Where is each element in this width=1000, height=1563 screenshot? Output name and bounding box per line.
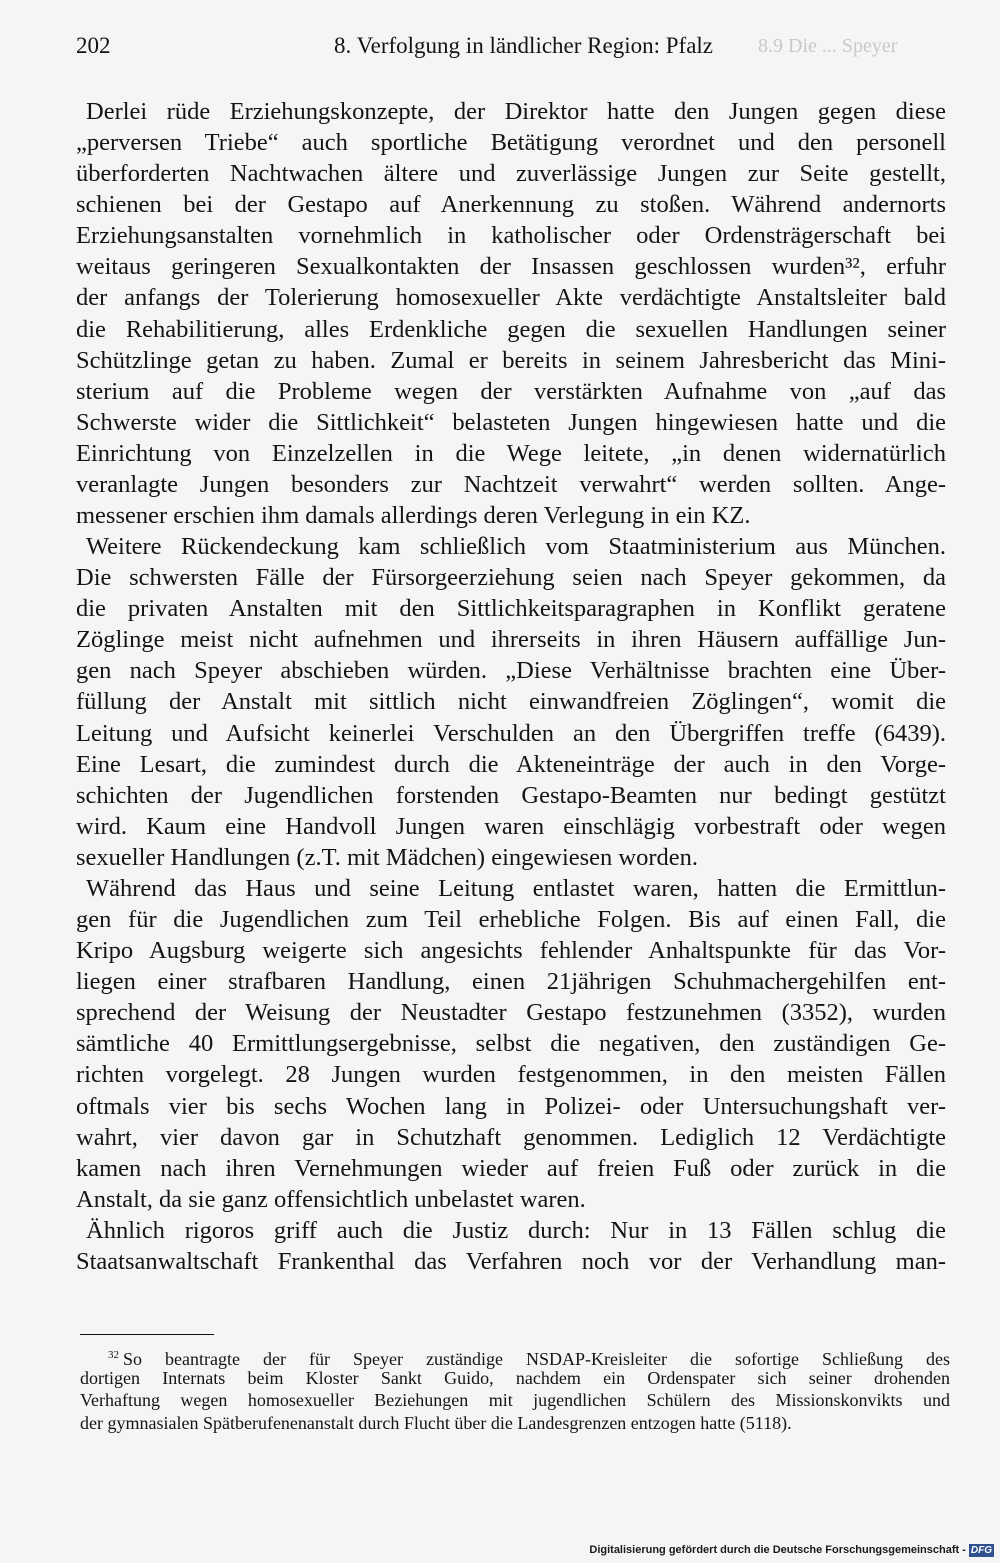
text-line: Einrichtung von Einzelzellen in die Wege leitete, „in denen widernatürlich <box>76 439 946 467</box>
text-line: Ähnlich rigoros griff auch die Justiz durch: Nur in 13 Fällen schlug die <box>86 1216 946 1244</box>
text-line: sterium auf die Probleme wegen der verstärkten Aufnahme von „auf das <box>76 377 946 405</box>
text-line: Leitung und Aufsicht keinerlei Verschulden an den Übergriffen treffe (6439). <box>76 719 946 747</box>
text-line: überforderten Nachtwachen ältere und zuverlässige Jungen zur Seite gestellt, <box>76 160 946 188</box>
text-line: wahrt, vier davon gar in Schutzhaft genommen. Lediglich 12 Verdächtigte <box>76 1123 946 1151</box>
text-line: Anstalt, da sie ganz offensichtlich unbelastet waren. <box>76 1185 586 1213</box>
text-line: gen nach Speyer abschieben würden. „Diese Verhältnisse brachten eine Über- <box>76 657 946 685</box>
watermark-text: Digitalisierung gefördert durch die Deutsche Forschungsgemeinschaft - <box>589 1544 966 1556</box>
text-line: Zöglinge meist nicht aufnehmen und ihrerseits in ihren Häusern auffällige Jun- <box>76 626 946 654</box>
text-line: schichten der Jugendlichen forstenden Gestapo-Beamten nur bedingt gestützt <box>76 781 946 809</box>
dfg-logo: DFG <box>970 1544 992 1556</box>
footnote-line <box>80 1344 950 1367</box>
paragraph <box>76 96 946 531</box>
text-line: die privaten Anstalten mit den Sittlichkeitsparagraphen in Konflikt geratene <box>76 595 946 623</box>
bleed-through-text: 8.9 Die ... Speyer <box>758 35 898 57</box>
paragraph <box>76 531 946 873</box>
text-line: füllung der Anstalt mit sittlich nicht einwandfreien Zöglingen“, womit die <box>76 688 946 716</box>
text-line: Schützlinge getan zu haben. Zumal er bereits in seinem Jahresbericht das Mini- <box>76 346 946 374</box>
footnote-line: Verhaftung wegen homosexueller Beziehungen mit jugendlichen Schülern des Missionskonvikts und <box>80 1390 950 1411</box>
running-head: 8. Verfolgung in ländlicher Region: Pfalz <box>334 33 713 58</box>
text-line: messener erschien ihm damals allerdings deren Verlegung in ein KZ. <box>76 502 751 530</box>
text-line: Kripo Augsburg weigerte sich angesichts fehlender Anhaltspunkte für das Vor- <box>76 937 946 965</box>
text-line: sprechend der Weisung der Neustadter Gestapo festzunehmen (3352), wurden <box>76 999 946 1027</box>
text-line: veranlagte Jungen besonders zur Nachtzeit verwahrt“ werden sollten. Ange- <box>76 470 946 498</box>
footnote-marker: 32 <box>108 1349 119 1361</box>
footnote-line: dortigen Internats beim Kloster Sankt Guido, nachdem ein Ordenspater sich seiner drohenden <box>80 1367 950 1388</box>
text-line: die Rehabilitierung, alles Erdenkliche gegen die sexuellen Handlungen seiner <box>76 315 946 343</box>
paragraph <box>76 873 946 1215</box>
text-line: Schwerste wider die Sittlichkeit“ belasteten Jungen hingewiesen hatte und die <box>76 408 946 436</box>
footnote-divider <box>80 1334 214 1335</box>
text-line: schienen bei der Gestapo auf Anerkennung zu stoßen. Während andernorts <box>76 191 946 219</box>
text-line: sexueller Handlungen (z.T. mit Mädchen) eingewiesen worden. <box>76 843 699 871</box>
text-line: der anfangs der Tolerierung homosexueller Akte verdächtigte Anstaltsleiter bald <box>76 284 946 312</box>
text-line: sämtliche 40 Ermittlungsergebnisse, selbst die negativen, den zuständigen Ge- <box>76 1030 946 1058</box>
footnote-line: der gymnasialen Spätberufenenanstalt durch Flucht über die Landesgrenzen entzogen hatte (5118). <box>80 1412 792 1433</box>
text-line: kamen nach ihren Vernehmungen wieder auf freien Fuß oder zurück in die <box>76 1154 946 1182</box>
text-line: richten vorgelegt. 28 Jungen wurden festgenommen, in den meisten Fällen <box>76 1061 946 1089</box>
text-line: Eine Lesart, die zumindest durch die Akteneinträge der auch in den Vorge- <box>76 750 946 778</box>
text-line: Die schwersten Fälle der Fürsorgeerziehung seien nach Speyer gekommen, da <box>76 564 946 592</box>
footnote-text: So beantragte der für Speyer zuständige NSDAP-Kreisleiter die sofortige Schließung des <box>123 1349 950 1369</box>
text-line: Während das Haus und seine Leitung entlastet waren, hatten die Ermittlun- <box>86 874 946 902</box>
text-line: Staatsanwaltschaft Frankenthal das Verfahren noch vor der Verhandlung man- <box>76 1247 946 1275</box>
text-line: Derlei rüde Erziehungskonzepte, der Direktor hatte den Jungen gegen diese <box>86 98 946 125</box>
text-line: liegen einer strafbaren Handlung, einen 21jährigen Schuhmachergehilfen ent- <box>76 968 946 996</box>
text-line: oftmals vier bis sechs Wochen lang in Polizei- oder Untersuchungshaft ver- <box>76 1092 946 1120</box>
paragraph <box>76 1215 946 1277</box>
digitization-watermark <box>589 1542 994 1558</box>
text-line: „perversen Triebe“ auch sportliche Betätigung verordnet und den personell <box>76 129 946 157</box>
footnote <box>80 1344 950 1434</box>
text-line: wird. Kaum eine Handvoll Jungen waren einschlägig vorbestraft oder wegen <box>76 812 946 840</box>
body-text <box>76 96 946 1277</box>
text-line: Erziehungsanstalten vornehmlich in katholischer oder Ordensträgerschaft bei <box>76 222 946 250</box>
page-number: 202 <box>76 33 111 58</box>
text-line: Weitere Rückendeckung kam schließlich vom Staatministerium aus München. <box>86 533 946 561</box>
text-line: gen für die Jugendlichen zum Teil erhebliche Folgen. Bis auf einen Fall, die <box>76 906 946 934</box>
text-line: weitaus geringeren Sexualkontakten der Insassen geschlossen wurden³², erfuhr <box>76 253 946 281</box>
